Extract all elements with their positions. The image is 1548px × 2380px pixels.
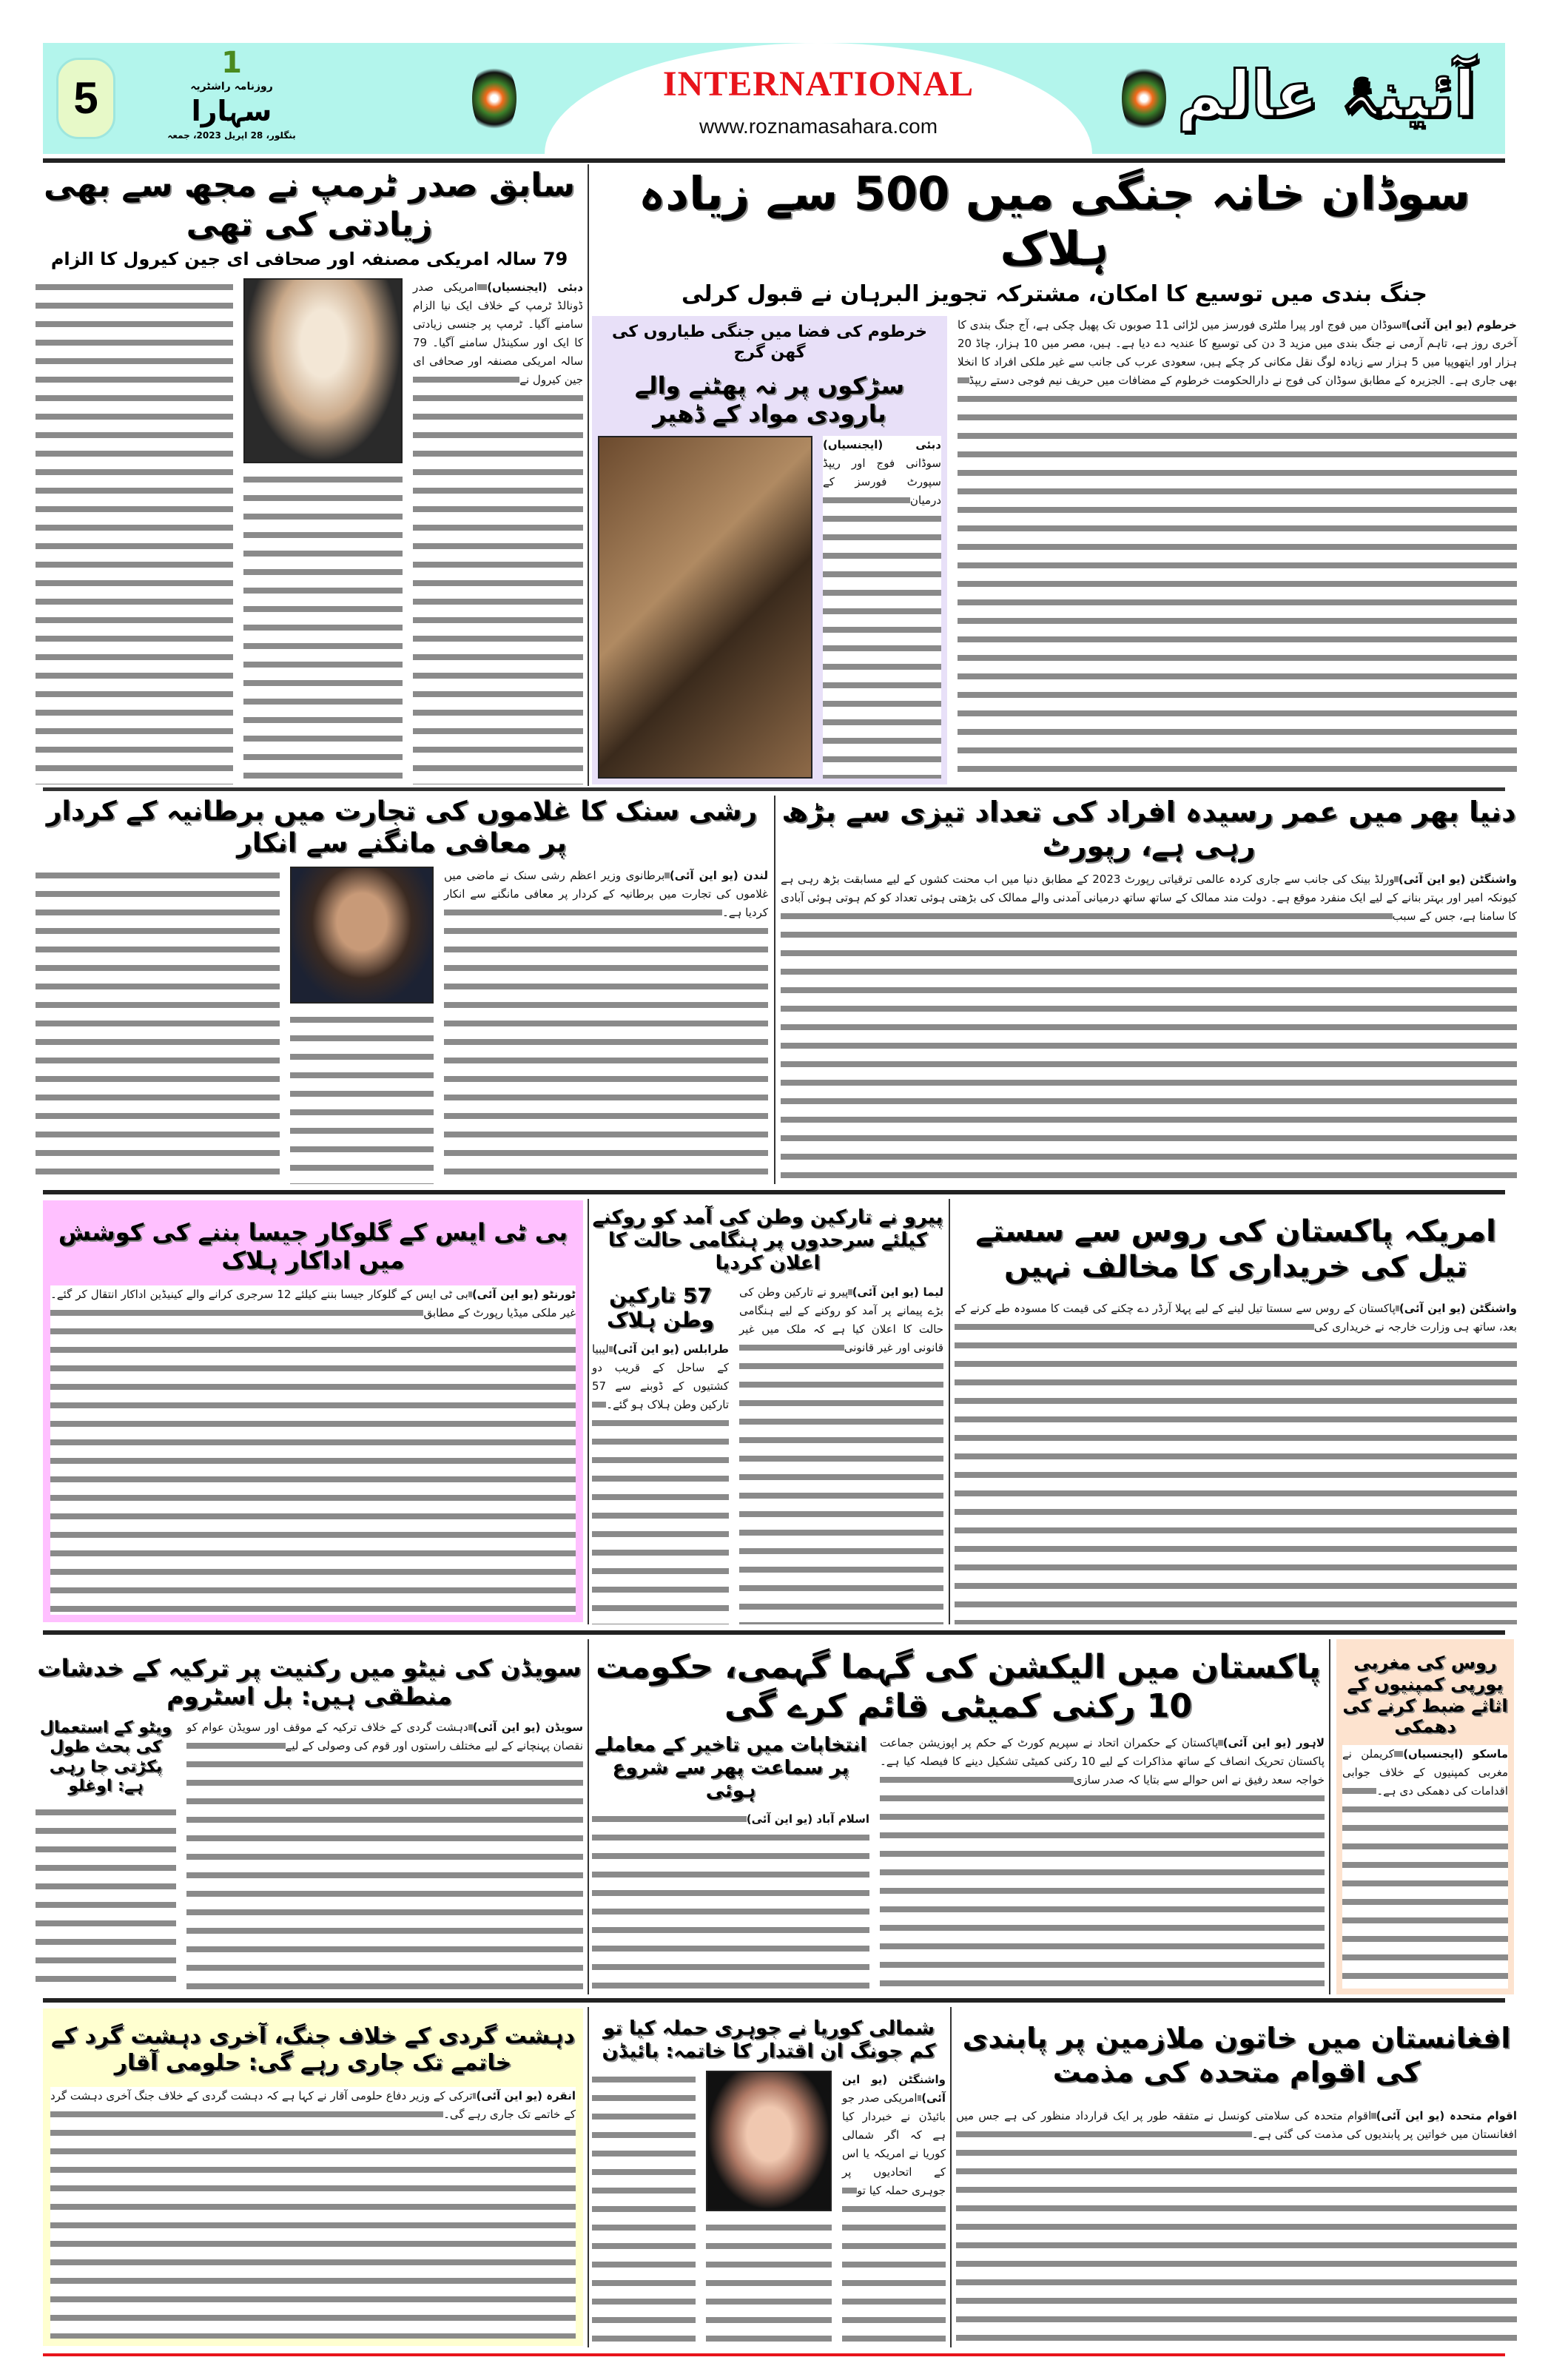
headline: شمالی کوریا نے جوہری حملہ کیا تو کم جونگ ان اقتدار کا خاتمہ: بائیڈن	[602, 2017, 936, 2063]
box-headline: 57 تارکین وطن ہلاک	[606, 1283, 715, 1333]
article-elderly	[781, 796, 1517, 1184]
lead-text: اقوام متحدہ کی سلامتی کونسل نے متفقہ طور پر ایک قرارداد منظور کی ہے جس میں افغانستان میں خواتین پر پابندیوں کی مذمت کی گئی ہے۔	[956, 2109, 1517, 2142]
khartoum-box	[592, 316, 947, 784]
dateline: طرابلس (یو این آئی)	[612, 1342, 729, 1356]
sun-emblem-icon	[1122, 61, 1166, 135]
dateline: انقرہ (یو این آئی)	[476, 2089, 576, 2102]
lead-text: امریکی صدر جو بائیڈن نے خبردار کیا ہے کہ اگر شمالی کوریا نے امریکہ یا اس کے اتحادیوں پر جوہری حملہ کیا تو	[842, 2091, 946, 2198]
article-body	[413, 278, 583, 784]
subheadline: 79 سالہ امریکی مصنفہ اور صحافی ای جین کیرول کا الزام	[50, 248, 568, 269]
migrants-box	[592, 1283, 729, 1624]
article-afghanistan	[956, 2007, 1517, 2347]
lead-text: سوڈانی فوج اور ریپڈ سپورٹ فورسز کے درمیان	[823, 456, 941, 507]
headline: رشی سنک کا غلاموں کی تجارت میں برطانیہ کے کردار پر معافی مانگنے سے انکار	[46, 796, 758, 859]
article-body	[739, 1283, 943, 1624]
headline: امریکہ پاکستان کی روس سے سستے تیل کی خریداری کا مخالف نہیں	[975, 1214, 1496, 1284]
dateline: لندن (یو این آئی)	[669, 869, 768, 883]
bottom-rule	[43, 2353, 1505, 2356]
column-rule	[588, 2007, 589, 2347]
lead-text: دہشت گردی کے خلاف ترکیہ کے موقف اور سویڈن عوام کو نقصان پہنچانے کے لیے مختلف راستوں اور قوم کی وصولی کے لیے	[186, 1720, 583, 1752]
article-peru	[592, 1199, 943, 1624]
logo-name: سہارا	[191, 95, 272, 127]
box-headline: انتخابات میں تاخیر کے معاملے پر سماعت پھر سے شروع ہوئی	[594, 1733, 867, 1802]
dateline: ٹورنٹو (یو این آئی)	[471, 1287, 576, 1301]
article-pakistan-election	[592, 1639, 1325, 1994]
newspaper-logo	[147, 46, 317, 151]
divider	[43, 1998, 1505, 2003]
article-body	[955, 1300, 1517, 1624]
section-title: آئینۂ عالم	[1177, 58, 1475, 132]
rishi-sunak-photo	[290, 867, 434, 1004]
lead-text: برطانوی وزیر اعظم رشی سنک نے ماضی میں غلاموں کی تجارت میں برطانیہ کے کردار پر معافی مانگنے سے انکار کردیا ہے۔	[444, 869, 768, 920]
sun-emblem-icon	[472, 61, 516, 135]
photo-column	[290, 867, 434, 1184]
article-body	[842, 2071, 946, 2347]
website-link[interactable]: www.roznamasahara.com	[699, 115, 938, 138]
headline: پیرو نے تارکین وطن کی آمد کو روکنے کیلئے سرحدوں پر ہنگامی حالت کا اعلان کردیا	[592, 1206, 943, 1275]
article-body	[444, 867, 768, 1184]
dateline: دبئی (ایجنسیاں)	[823, 437, 941, 451]
divider	[43, 1630, 1505, 1635]
headline: سوڈان خانہ جنگی میں 500 سے زیادہ ہلاک	[638, 167, 1471, 276]
article-body	[781, 870, 1517, 1184]
article-body	[880, 1734, 1325, 1994]
column-rule	[774, 796, 775, 1184]
sudan-street-photo	[598, 436, 812, 779]
section-arch	[545, 43, 1092, 154]
headline: سابق صدر ٹرمپ نے مجھ سے بھی زیادتی کی تھی	[44, 167, 575, 243]
article-body-3	[290, 1011, 434, 1184]
article-body-3	[243, 471, 403, 784]
article-north-korea	[592, 2007, 946, 2347]
dateline: واشنگٹن (یو این آئی)	[1399, 1302, 1517, 1315]
column-rule	[950, 2007, 952, 2347]
article-body	[50, 2087, 576, 2339]
dateline: خرطوم (یو این آئی)	[1405, 317, 1517, 332]
dateline: واشنگٹن (یو این آئی)	[842, 2073, 946, 2105]
e-jean-carroll-photo	[243, 278, 403, 463]
page-number: 5	[56, 58, 115, 139]
lead-text: امریکی صدر ڈونالڈ ٹرمپ کے خلاف ایک نیا الزام سامنے آگیا۔ ٹرمپ پر جنسی زیادتی کا ایک اور سکینڈل سامنے آگیا۔ 79 سالہ امریکی مصنفہ اور صحافی ای جین کیرول نے	[413, 280, 583, 386]
article-body-2	[36, 867, 280, 1184]
article-body	[186, 1718, 583, 1994]
article-body	[1342, 1745, 1508, 1989]
column-rule	[588, 164, 589, 786]
headline: افغانستان میں خاتون ملازمین پر پابندی کی اقوام متحدہ کی مذمت	[962, 2022, 1511, 2088]
photo-column	[243, 278, 403, 784]
dateline: سویڈن (یو این آئی)	[472, 1720, 583, 1734]
divider	[43, 787, 1505, 791]
headline: سویڈن کی نیٹو میں رکنیت پر ترکیہ کے خدشات منطقی ہیں: بل اسٹروم	[37, 1654, 582, 1711]
article-trump	[36, 167, 583, 784]
article-russia-box	[1336, 1639, 1514, 1994]
issue-date: بنگلور، 28 اپریل 2023، جمعہ	[167, 130, 296, 141]
biden-photo	[706, 2071, 832, 2211]
article-sudan	[592, 167, 1517, 784]
lead-text: ترکی کے وزیر دفاع حلومی آقار نے کہا ہے کہ دہشت گردی کے خلاف جنگ آخری دہشت گرد کے خاتمے تک جاری رہے گی۔	[50, 2089, 576, 2121]
dateline: لاہور (یو این آئی)	[1222, 1735, 1325, 1749]
dateline: لیما (یو این آئی)	[852, 1285, 943, 1299]
article-body-3	[706, 2219, 832, 2347]
lead-text: پاکستان کے حکمران اتحاد نے سپریم کورٹ کے حکم پر اپوزیشن جماعت پاکستان تحریک انصاف کے ساتھ مذاکرات کے لیے 10 رکنی کمیٹی تشکیل دینے کا فیصلہ کیا ہے۔ خواجہ سعد رفیق نے اس حوالے سے بتایا کہ صدر سازی	[880, 1735, 1325, 1786]
column-rule	[588, 1639, 589, 1994]
lead-text: پیرو نے تارکین وطن کی بڑے پیمانے پر آمد کو روکنے کے لیے ہنگامی حالت کا اعلان کیا ہے کہ ملک میں غیر قانونی اور غیر قانونی	[739, 1285, 943, 1354]
section-label: INTERNATIONAL	[662, 64, 975, 104]
article-body	[956, 2107, 1517, 2347]
article-sunak	[36, 796, 768, 1184]
veto-side-story	[36, 1718, 176, 1994]
article-body	[958, 316, 1517, 784]
hearing-box	[592, 1734, 869, 1994]
logo-anniversary: 1	[221, 46, 242, 80]
article-us-pakistan-oil	[955, 1199, 1517, 1624]
article-terror	[43, 2008, 583, 2346]
headline: پاکستان میں الیکشن کی گہما گہمی، حکومت 10 رکنی کمیٹی قائم کرے گی	[596, 1648, 1321, 1725]
lead-text: پاکستان کے روس سے سستا تیل لینے کے لیے پہلا آرڈر دے چکنے کی قیمت کا مسودہ طے کرنے کے بعد، ساتھ ہی وزارت خارجہ نے خریداری کی	[955, 1302, 1517, 1334]
headline: روس کی مغربی یورپی کمپنیوں کے اثاثے ضبط کرنے کی دھمکی	[1342, 1653, 1508, 1738]
dateline: اقوام متحدہ (یو این آئی)	[1376, 2109, 1517, 2123]
article-body	[50, 1285, 576, 1615]
column-rule	[949, 1199, 950, 1624]
box-body	[592, 1340, 729, 1624]
divider	[43, 158, 1505, 163]
logo-tagline: روزنامہ راشٹریہ	[190, 81, 273, 93]
divider	[43, 1190, 1505, 1194]
dateline: دبئی (ایجنسیاں)	[487, 280, 583, 294]
headline: بی ٹی ایس کے گلوکار جیسا بننے کی کوشش میں اداکار ہلاک	[58, 1218, 568, 1275]
lead-text: لیبیا کے ساحل کے قریب دو کشتیوں کے ڈوبنے سے 57 تارکین وطن ہلاک ہو گئے۔	[592, 1342, 729, 1411]
column-rule	[588, 1199, 589, 1624]
article-sweden-nato	[36, 1639, 583, 1994]
article-body-2	[36, 278, 233, 784]
headline: دہشت گردی کے خلاف جنگ، آخری دہشت گرد کے خاتمے تک جاری رہے گی: حلومی آقار	[51, 2023, 575, 2076]
lead-text: ورلڈ بینک کی جانب سے جاری کردہ عالمی ترقیاتی رپورٹ 2023 کے مطابق دنیا میں اب محنت کشوں کے لیے مسابقت بڑھ رہی ہے کیونکہ امیر اور بہتر بنانے کے لیے ایک منفرد موقع ہے۔ دولت مند ممالک کے ساتھ ساتھ درمیانی آمدنی والے ممالک کی بڑھتی ہوئی تعداد کو کم ہوتی ہوئی آبادی کا سامنا ہے، جس کے سبب	[781, 873, 1517, 924]
box-headline: سڑکوں پر نہ پھٹنے والے بارودی مواد کے ڈھیر	[634, 371, 905, 428]
article-bts	[43, 1200, 583, 1622]
box-body	[592, 1810, 869, 1994]
dateline: واشنگٹن (یو این آئی)	[1398, 873, 1517, 887]
side-body	[36, 1804, 176, 1994]
lead-text: بی ٹی ایس کے گلوکار جیسا بننے کیلئے 12 سرجری کرانے والے کینیڈین اداکار انتقال کر گئے۔ غیر ملکی میڈیا رپورٹ کے مطابق	[50, 1287, 576, 1320]
dateline: اسلام آباد (یو این آئی)	[746, 1812, 869, 1826]
masthead	[43, 43, 1505, 154]
lead-text: کریملن نے مغربی کمپنیوں کے خلاف جوابی اقدامات کی دھمکی دی ہے۔	[1342, 1747, 1508, 1798]
side-headline: ویٹو کے استعمال کی بحث طول پکڑتی جا رہی ہے: اوغلو	[39, 1718, 172, 1795]
headline: دنیا بھر میں عمر رسیدہ افراد کی تعداد تیزی سے بڑھ رہی ہے، رپورٹ	[781, 796, 1516, 862]
photo-column	[706, 2071, 832, 2347]
lead-text: سوڈان میں فوج اور پیرا ملٹری فورسز میں لڑائی 11 صوبوں تک پھیل چکی ہے، آج جنگ بندی کا آخری روز ہے، تاہم آرمی نے جنگ بندی میں مزید 3 دن کی توسیع کا عندیہ دے دیا ہے۔ ہیں، مصر میں 10 ہزار، چاڈ 20 ہزار اور ایتھوپیا میں 5 ہزار سے زیادہ لوگ نقل مکانی کر چکے ہیں، سعودی عرب کی جانب سے غیر ملکی افراد کا انخلا بھی جاری ہے۔ الجزیرہ کے مطابق سوڈان کی فوج نے دارالحکومت خرطوم کے مضافات میں حریف نیم فوجی دستے ریپڈ	[958, 317, 1517, 387]
subheadline: جنگ بندی میں توسیع کا امکان، مشترکہ تجویز البرہان نے قبول کرلی	[681, 280, 1428, 307]
article-body-2	[592, 2071, 696, 2347]
dateline: ماسکو (ایجنسیاں)	[1403, 1747, 1508, 1761]
box-body	[823, 436, 941, 779]
kicker: خرطوم کی فضا میں جنگی طیاروں کی گھن گرج	[612, 322, 927, 363]
column-rule	[1329, 1639, 1330, 1994]
